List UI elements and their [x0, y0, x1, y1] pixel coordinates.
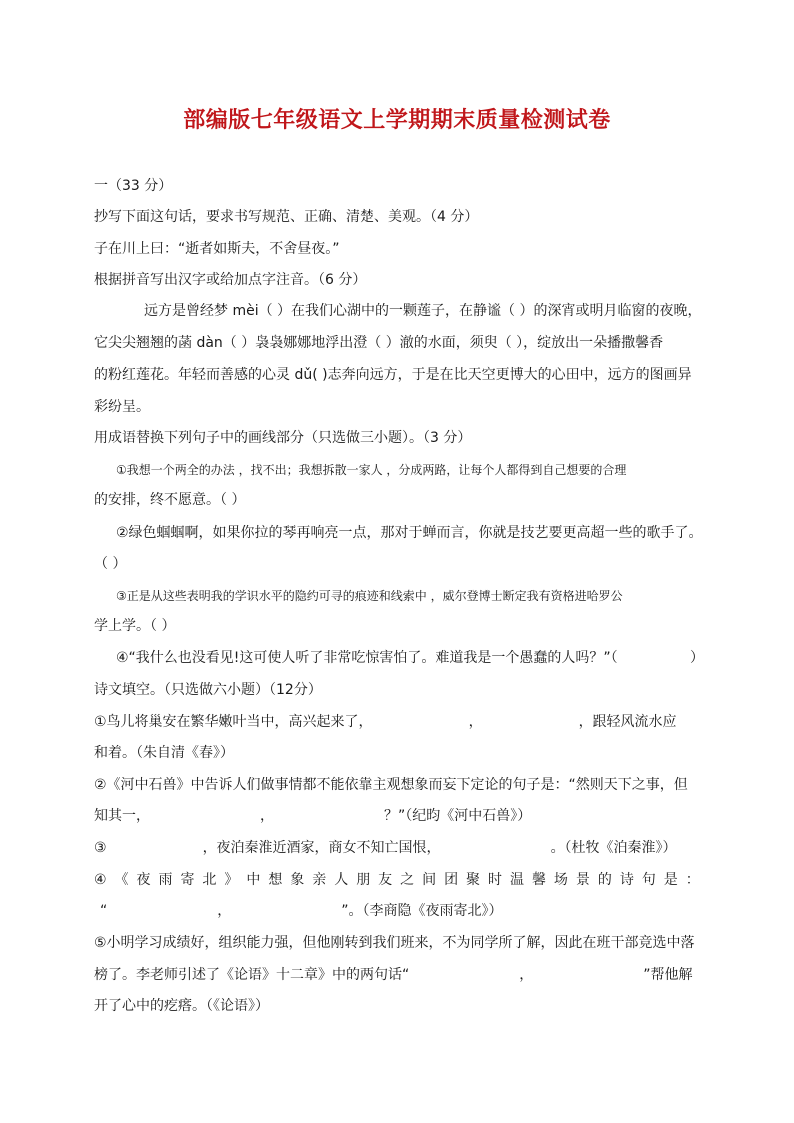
char: 北 — [202, 872, 217, 888]
question-4-item-4-cont — [100, 902, 503, 920]
char: 景 — [575, 872, 590, 888]
poem-line-text: ”帮他解 — [643, 967, 693, 983]
char: 友 — [378, 872, 393, 888]
question-4-item-2: ②《河中石兽》中告诉人们做事情都不能依靠主观想象而妄下定论的句子是：“然则天下之事，但 — [94, 777, 688, 793]
question-3-item-1-cont: 的安排，终不愿意。（ ） — [94, 492, 246, 508]
char: 句 — [641, 872, 656, 888]
question-3: 用成语替换下列句子中的画线部分（只选做三小题）。（3 分） — [94, 430, 472, 446]
poem-line-text: ？”（纪昀《河中石兽》） — [384, 808, 532, 824]
question-3-item-4-end: ） — [690, 650, 704, 666]
question-4-item-2-cont — [94, 807, 531, 825]
question-4: 诗文填空。（只选做六小题）（12分） — [94, 682, 322, 698]
poem-line-text: 。（杜牧《泊秦淮》） — [550, 840, 677, 856]
char: 温 — [509, 872, 524, 888]
char: ④ — [94, 872, 107, 888]
char: 的 — [597, 872, 612, 888]
question-4-item-5-end: 开了心中的疙瘩。（《论语》） — [94, 998, 269, 1014]
char: 中 — [246, 872, 261, 888]
poem-line-text: ，夜泊秦淮近酒家，商女不知亡国恨， — [202, 840, 441, 856]
char: 《 — [114, 872, 129, 888]
question-4-item-4 — [94, 871, 700, 889]
question-2-line-4: 彩纷呈。 — [94, 399, 150, 415]
question-3-item-2: ②绿色蝈蝈啊，如果你拉的琴再响亮一点，那对于蝉而言，你就是技艺要更高超一些的歌手了。 — [116, 525, 703, 541]
char: 团 — [444, 872, 459, 888]
poem-separator: ， — [217, 903, 232, 919]
char: 是 — [663, 872, 678, 888]
char: 亲 — [312, 872, 327, 888]
char: 夜 — [136, 872, 151, 888]
poem-line-text: ”。（李商隐《夜雨寄北》） — [341, 903, 503, 919]
char: 场 — [553, 872, 568, 888]
poem-line-text: ，跟轻风流水应 — [578, 714, 677, 730]
char: 馨 — [531, 872, 546, 888]
poem-separator: ， — [260, 808, 274, 824]
char: 时 — [488, 872, 502, 888]
char: ： — [685, 872, 700, 888]
char: 间 — [422, 872, 437, 888]
question-3-item-3: ③正是从这些表明我的学识水平的隐约可寻的痕迹和线索中 ，威尔登博士断定我有资格进哈罗公 — [116, 589, 623, 603]
section-heading: 一（33 分） — [94, 178, 173, 194]
poem-separator: ， — [468, 714, 483, 730]
poem-line-text: 榜了。李老师引述了《论语》十二章》中的两句话“ — [94, 967, 410, 983]
char: 人 — [334, 872, 349, 888]
question-1: 抄写下面这句话，要求书写规范、正确、清楚、美观。（4 分） — [94, 209, 479, 225]
question-4-item-1-cont: 和着。（朱自清《春》） — [94, 745, 234, 761]
question-4-item-5-cont — [94, 966, 693, 984]
poem-line-text: “ — [100, 903, 108, 919]
poem-separator: ， — [519, 967, 534, 983]
char: 象 — [290, 872, 305, 888]
poem-line-text: ①鸟儿将巢安在繁华嫩叶当中，高兴起来了， — [94, 714, 373, 730]
question-3-item-4: ④“我什么也没看见!这可使人听了非常吃惊害怕了。难道我是一个愚蠢的人吗？”（ — [116, 650, 618, 666]
page-title: 部编版七年级语文上学期期末质量检测试卷 — [183, 108, 611, 133]
char: 之 — [400, 872, 415, 888]
char: 聚 — [466, 872, 481, 888]
question-4-item-1 — [94, 713, 677, 731]
char: 诗 — [619, 872, 634, 888]
poem-line-text: 知其一， — [94, 808, 150, 824]
char: 》 — [224, 872, 239, 888]
char: 朋 — [356, 872, 371, 888]
char: 寄 — [180, 872, 195, 888]
question-2-line-3: 的粉红莲花。年轻而善感的心灵 dǔ( )志奔向远方，于是在比天空更博大的心田中，远方的图画异 — [94, 367, 692, 383]
question-2-line-1: 远方是曾经梦 mèi（ ）在我们心湖中的一颗莲子，在静谧（ ）的深宵或明月临窗的夜晚， — [144, 303, 702, 319]
char: 雨 — [158, 872, 173, 888]
question-2: 根据拼音写出汉字或给加点字注音。（6 分） — [94, 272, 367, 288]
question-3-item-3-cont: 学上学。（ ） — [94, 618, 176, 634]
question-1-text: 子在川上曰：“逝者如斯夫，不舍昼夜。” — [94, 241, 340, 257]
question-4-item-5: ⑤小明学习成绩好，组织能力强，但他刚转到我们班来，不为同学所了解，因此在班干部竞选中落 — [94, 935, 695, 951]
question-3-item-2-cont: （ ） — [94, 556, 127, 572]
char: 想 — [268, 872, 283, 888]
poem-line-text: ③ — [94, 840, 107, 856]
question-3-item-1: ①我想一个两全的办法 ，找不出；我想拆散一家人 ，分成两路，让每个人都得到自己想要的合理 — [116, 463, 627, 477]
question-4-item-3 — [94, 839, 677, 857]
question-2-line-2: 它尖尖翘翘的菡 dàn（ ）袅袅娜娜地浮出澄（ ）澈的水面，须臾（ ），绽放出一朵播撒馨香 — [94, 335, 664, 351]
